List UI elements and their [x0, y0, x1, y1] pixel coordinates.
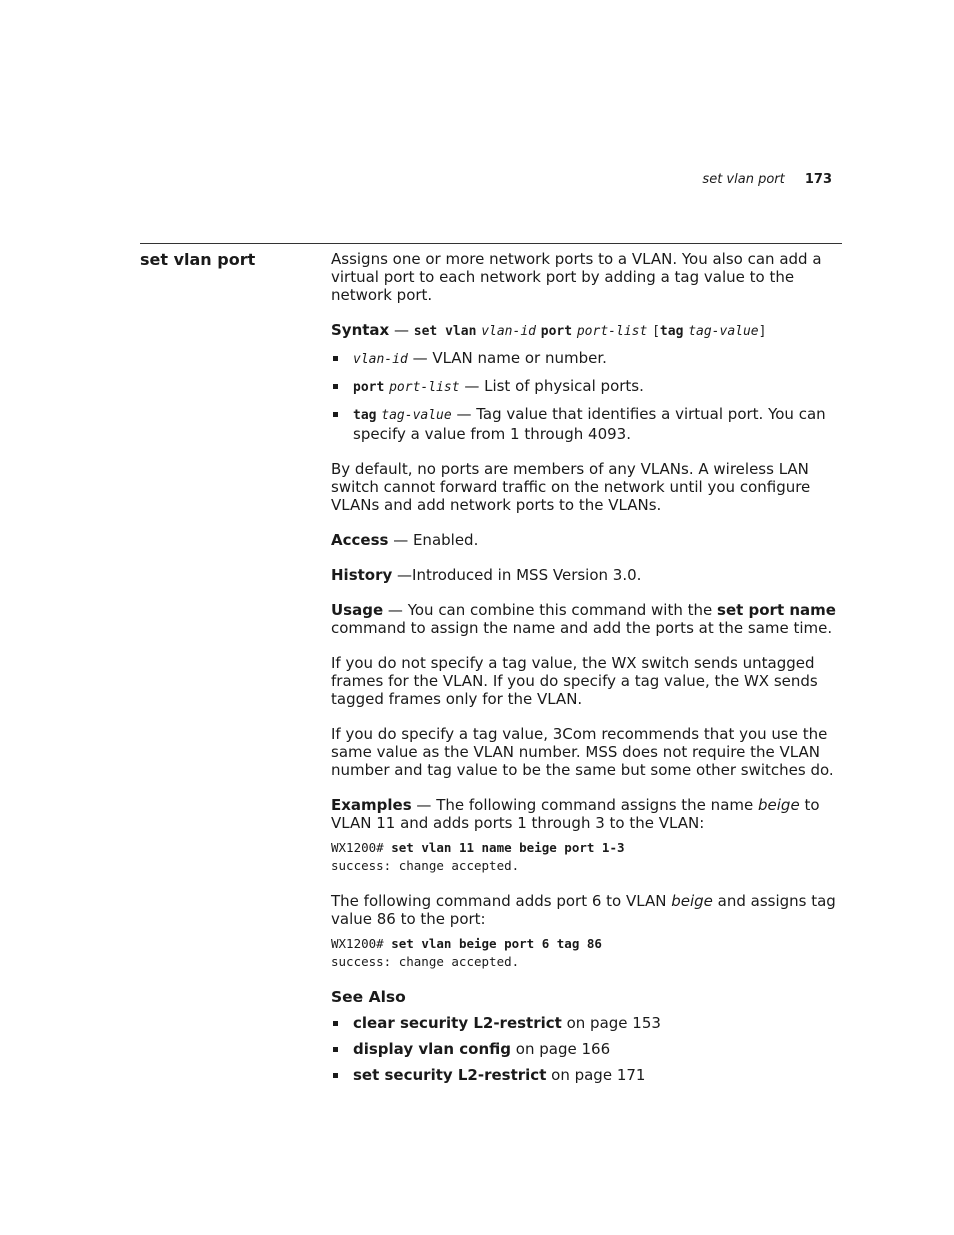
see-also-heading: See Also	[331, 988, 406, 1006]
access-text: — Enabled.	[388, 531, 479, 549]
examples-text2-after: and assigns tag value 86 to the port:	[331, 892, 836, 928]
param-desc: — VLAN name or number.	[407, 349, 607, 367]
syntax-cmd-tag: tag	[659, 324, 684, 339]
examples-paragraph-2	[331, 892, 843, 928]
code-example-2	[331, 935, 843, 971]
syntax-arg-tag-value: tag-value	[688, 324, 759, 339]
see-also-page: on page 153	[561, 1014, 661, 1032]
code-command: set vlan 11 name beige port 1-3	[391, 840, 625, 855]
section-divider	[140, 243, 842, 244]
see-also-page: on page 171	[546, 1066, 646, 1084]
see-also-list	[331, 1014, 843, 1084]
syntax-arg-port-list: port-list	[576, 324, 648, 339]
param-keyword: port	[353, 380, 385, 395]
usage-text-before: — You can combine this command with the	[383, 601, 718, 619]
see-also-item[interactable]	[331, 1066, 843, 1084]
running-header-title: set vlan port	[702, 172, 785, 187]
syntax-close-bracket: ]	[758, 324, 767, 339]
see-also-link[interactable]: set security L2-restrict	[353, 1066, 547, 1084]
usage-paragraph-2: If you do not specify a tag value, the WX switch sends untagged frames for the VLAN. If you do specify a tag value, the WX sends tagged frames only for the VLAN.	[331, 654, 818, 708]
usage-command: set port name	[717, 601, 836, 619]
examples-text2-before: The following command adds port 6 to VLAN	[331, 892, 672, 910]
history-line	[331, 566, 843, 584]
examples-name: beige	[758, 796, 800, 814]
syntax-line	[331, 321, 843, 341]
access-label: Access	[331, 531, 389, 549]
see-also-item[interactable]	[331, 1014, 843, 1032]
syntax-cmd-port: port	[540, 324, 573, 339]
param-desc: — List of physical ports.	[459, 377, 644, 395]
see-also-link[interactable]: clear security L2-restrict	[353, 1014, 562, 1032]
examples-label: Examples	[331, 796, 412, 814]
syntax-cmd-set-vlan: set vlan	[413, 324, 477, 339]
see-also-link[interactable]: display vlan config	[353, 1040, 512, 1058]
usage-paragraph-3: If you do specify a tag value, 3Com recommends that you use the same value as the VLAN number. MSS does not require the VLAN number and tag value to be the same but some other switches do.	[331, 725, 834, 779]
code-prompt: WX1200#	[331, 936, 392, 951]
parameter-item	[331, 349, 843, 369]
parameter-list	[331, 349, 843, 443]
syntax-dash: —	[389, 321, 414, 339]
access-line	[331, 531, 843, 549]
param-desc: — Tag value that identifies a virtual port. You can specify a value from 1 through 4093.	[353, 405, 826, 443]
running-header	[702, 172, 832, 187]
examples-paragraph	[331, 796, 843, 832]
param-arg: port-list	[389, 380, 460, 395]
code-output: success: change accepted.	[331, 858, 520, 873]
default-paragraph: By default, no ports are members of any VLANs. A wireless LAN switch cannot forward traffic on the network until you configure VLANs and add network ports to the VLANs.	[331, 460, 811, 514]
usage-label: Usage	[331, 601, 384, 619]
section-heading: set vlan port	[140, 250, 256, 269]
examples-name-2: beige	[671, 892, 713, 910]
syntax-label: Syntax	[331, 321, 390, 339]
history-label: History	[331, 566, 393, 584]
usage-paragraph	[331, 601, 843, 637]
command-description	[331, 250, 843, 1101]
examples-text-after: to VLAN 11 and adds ports 1 through 3 to the VLAN:	[331, 796, 820, 832]
see-also-item[interactable]	[331, 1040, 843, 1058]
param-arg: tag-value	[381, 408, 452, 423]
parameter-item	[331, 405, 843, 443]
syntax-arg-vlan-id: vlan-id	[481, 324, 536, 339]
intro-paragraph: Assigns one or more network ports to a VLAN. You also can add a virtual port to each network port by adding a tag value to the network port.	[331, 250, 822, 304]
param-keyword: tag	[353, 408, 377, 423]
param-arg: vlan-id	[353, 352, 408, 367]
code-example-1	[331, 839, 843, 875]
page-number: 173	[804, 172, 832, 187]
code-prompt: WX1200#	[331, 840, 392, 855]
code-command: set vlan beige port 6 tag 86	[391, 936, 602, 951]
examples-text-before: — The following command assigns the name	[411, 796, 758, 814]
syntax-open-bracket: [	[652, 324, 660, 339]
parameter-item	[331, 377, 843, 397]
see-also-page: on page 166	[511, 1040, 611, 1058]
code-output: success: change accepted.	[331, 954, 520, 969]
usage-text-after: command to assign the name and add the ports at the same time.	[331, 619, 833, 637]
history-text: —Introduced in MSS Version 3.0.	[392, 566, 642, 584]
